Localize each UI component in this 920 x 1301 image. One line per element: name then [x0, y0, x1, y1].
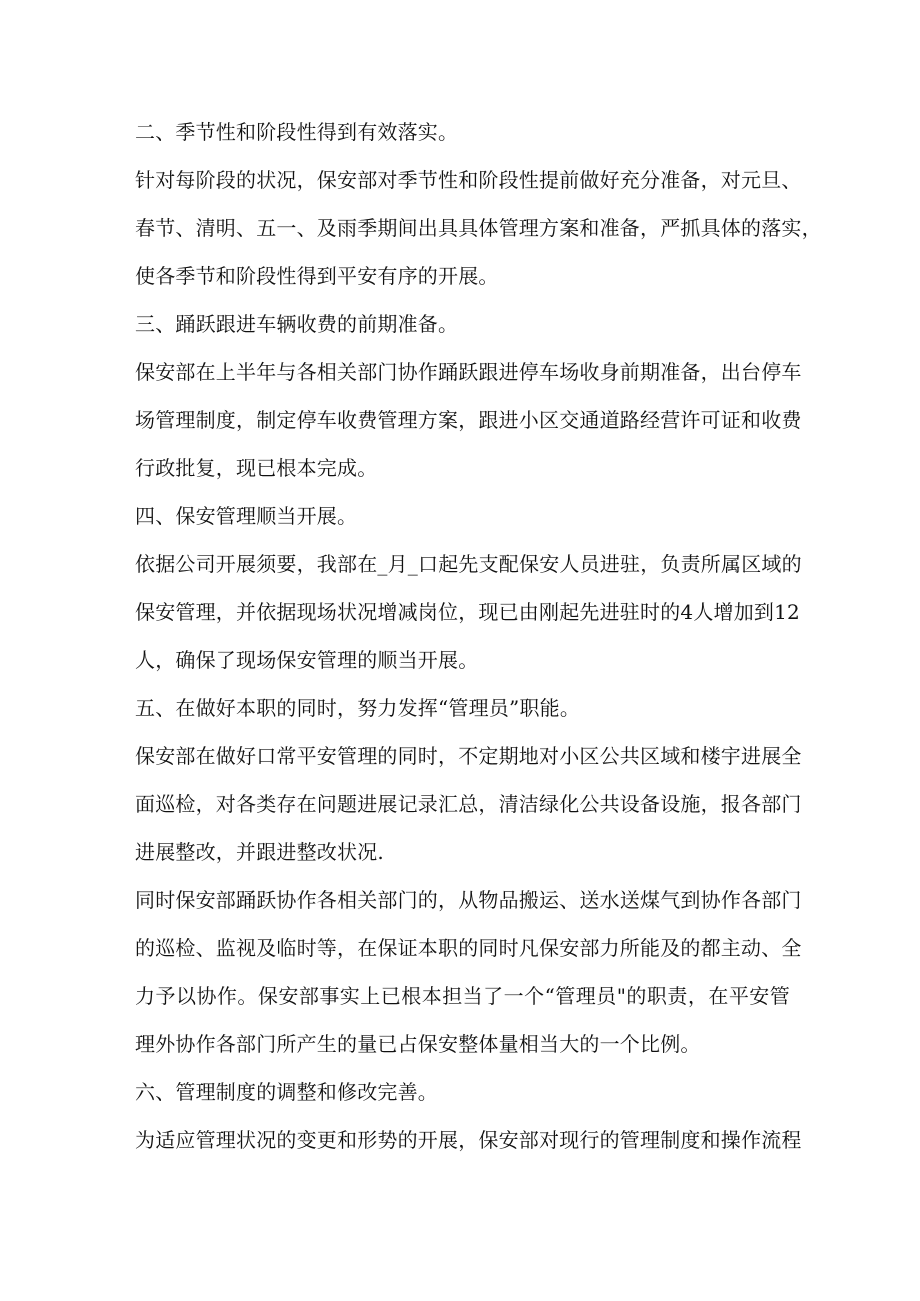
- paragraph-line: 为适应管理状况的变更和形势的开展，保安部对现行的管理制度和操作流程: [135, 1128, 802, 1152]
- heading-section-5: 五、在做好本职的同时，努力发挥“管理员”职能。: [135, 696, 581, 720]
- paragraph-line: 理外协作各部门所产生的量已占保安整体量相当大的一个比例。: [135, 1032, 701, 1056]
- paragraph-line: 场管理制度，制定停车收费管理方案，跟进小区交通道路经营许可证和收费: [135, 408, 802, 432]
- paragraph-line: 保安部在做好口常平安管理的同时，不定期地对小区公共区域和楼宇进展全: [135, 744, 802, 768]
- paragraph-line: 的巡检、监视及临时等，在保证本职的同时凡保安部力所能及的都主动、全: [135, 936, 802, 960]
- paragraph-line: 行政批复，现已根本完成。: [135, 456, 378, 480]
- paragraph-line: 保安管理，并依据现场状况增减岗位，现已由刚起先进驻时的4人增加到12: [135, 600, 800, 624]
- paragraph-line: 针对每阶段的状况，保安部对季节性和阶段性提前做好充分准备，对元旦、: [135, 168, 802, 192]
- paragraph-line: 春节、清明、五一、及雨季期间出具具体管理方案和准备，严抓具体的落实，: [135, 216, 822, 240]
- paragraph-line: 面巡检，对各类存在问题进展记录汇总，清洁绿化公共设备设施，报各部门: [135, 792, 802, 816]
- heading-section-6: 六、管理制度的调整和修改完善。: [135, 1080, 438, 1104]
- paragraph-line: 进展整改，并跟进整改状况.: [135, 840, 384, 864]
- paragraph-line: 力予以协作。保安部事实上已根本担当了一个“管理员"的职责，在平安管: [135, 984, 790, 1008]
- paragraph-line: 同时保安部踊跃协作各相关部门的，从物品搬运、送水送煤气到协作各部门: [135, 888, 802, 912]
- heading-section-3: 三、踊跃跟进车辆收费的前期准备。: [135, 312, 459, 336]
- heading-section-4: 四、保安管理顺当开展。: [135, 504, 358, 528]
- paragraph-line: 保安部在上半年与各相关部门协作踊跃跟进停车场收身前期准备，出台停车: [135, 360, 802, 384]
- paragraph-line: 使各季节和阶段性得到平安有序的开展。: [135, 264, 499, 288]
- paragraph-line: 依据公司开展须要，我部在_月_口起先支配保安人员进驻，负责所属区域的: [135, 552, 802, 576]
- paragraph-line: 人，确保了现场保安管理的顺当开展。: [135, 648, 479, 672]
- heading-section-2: 二、季节性和阶段性得到有效落实。: [135, 120, 459, 144]
